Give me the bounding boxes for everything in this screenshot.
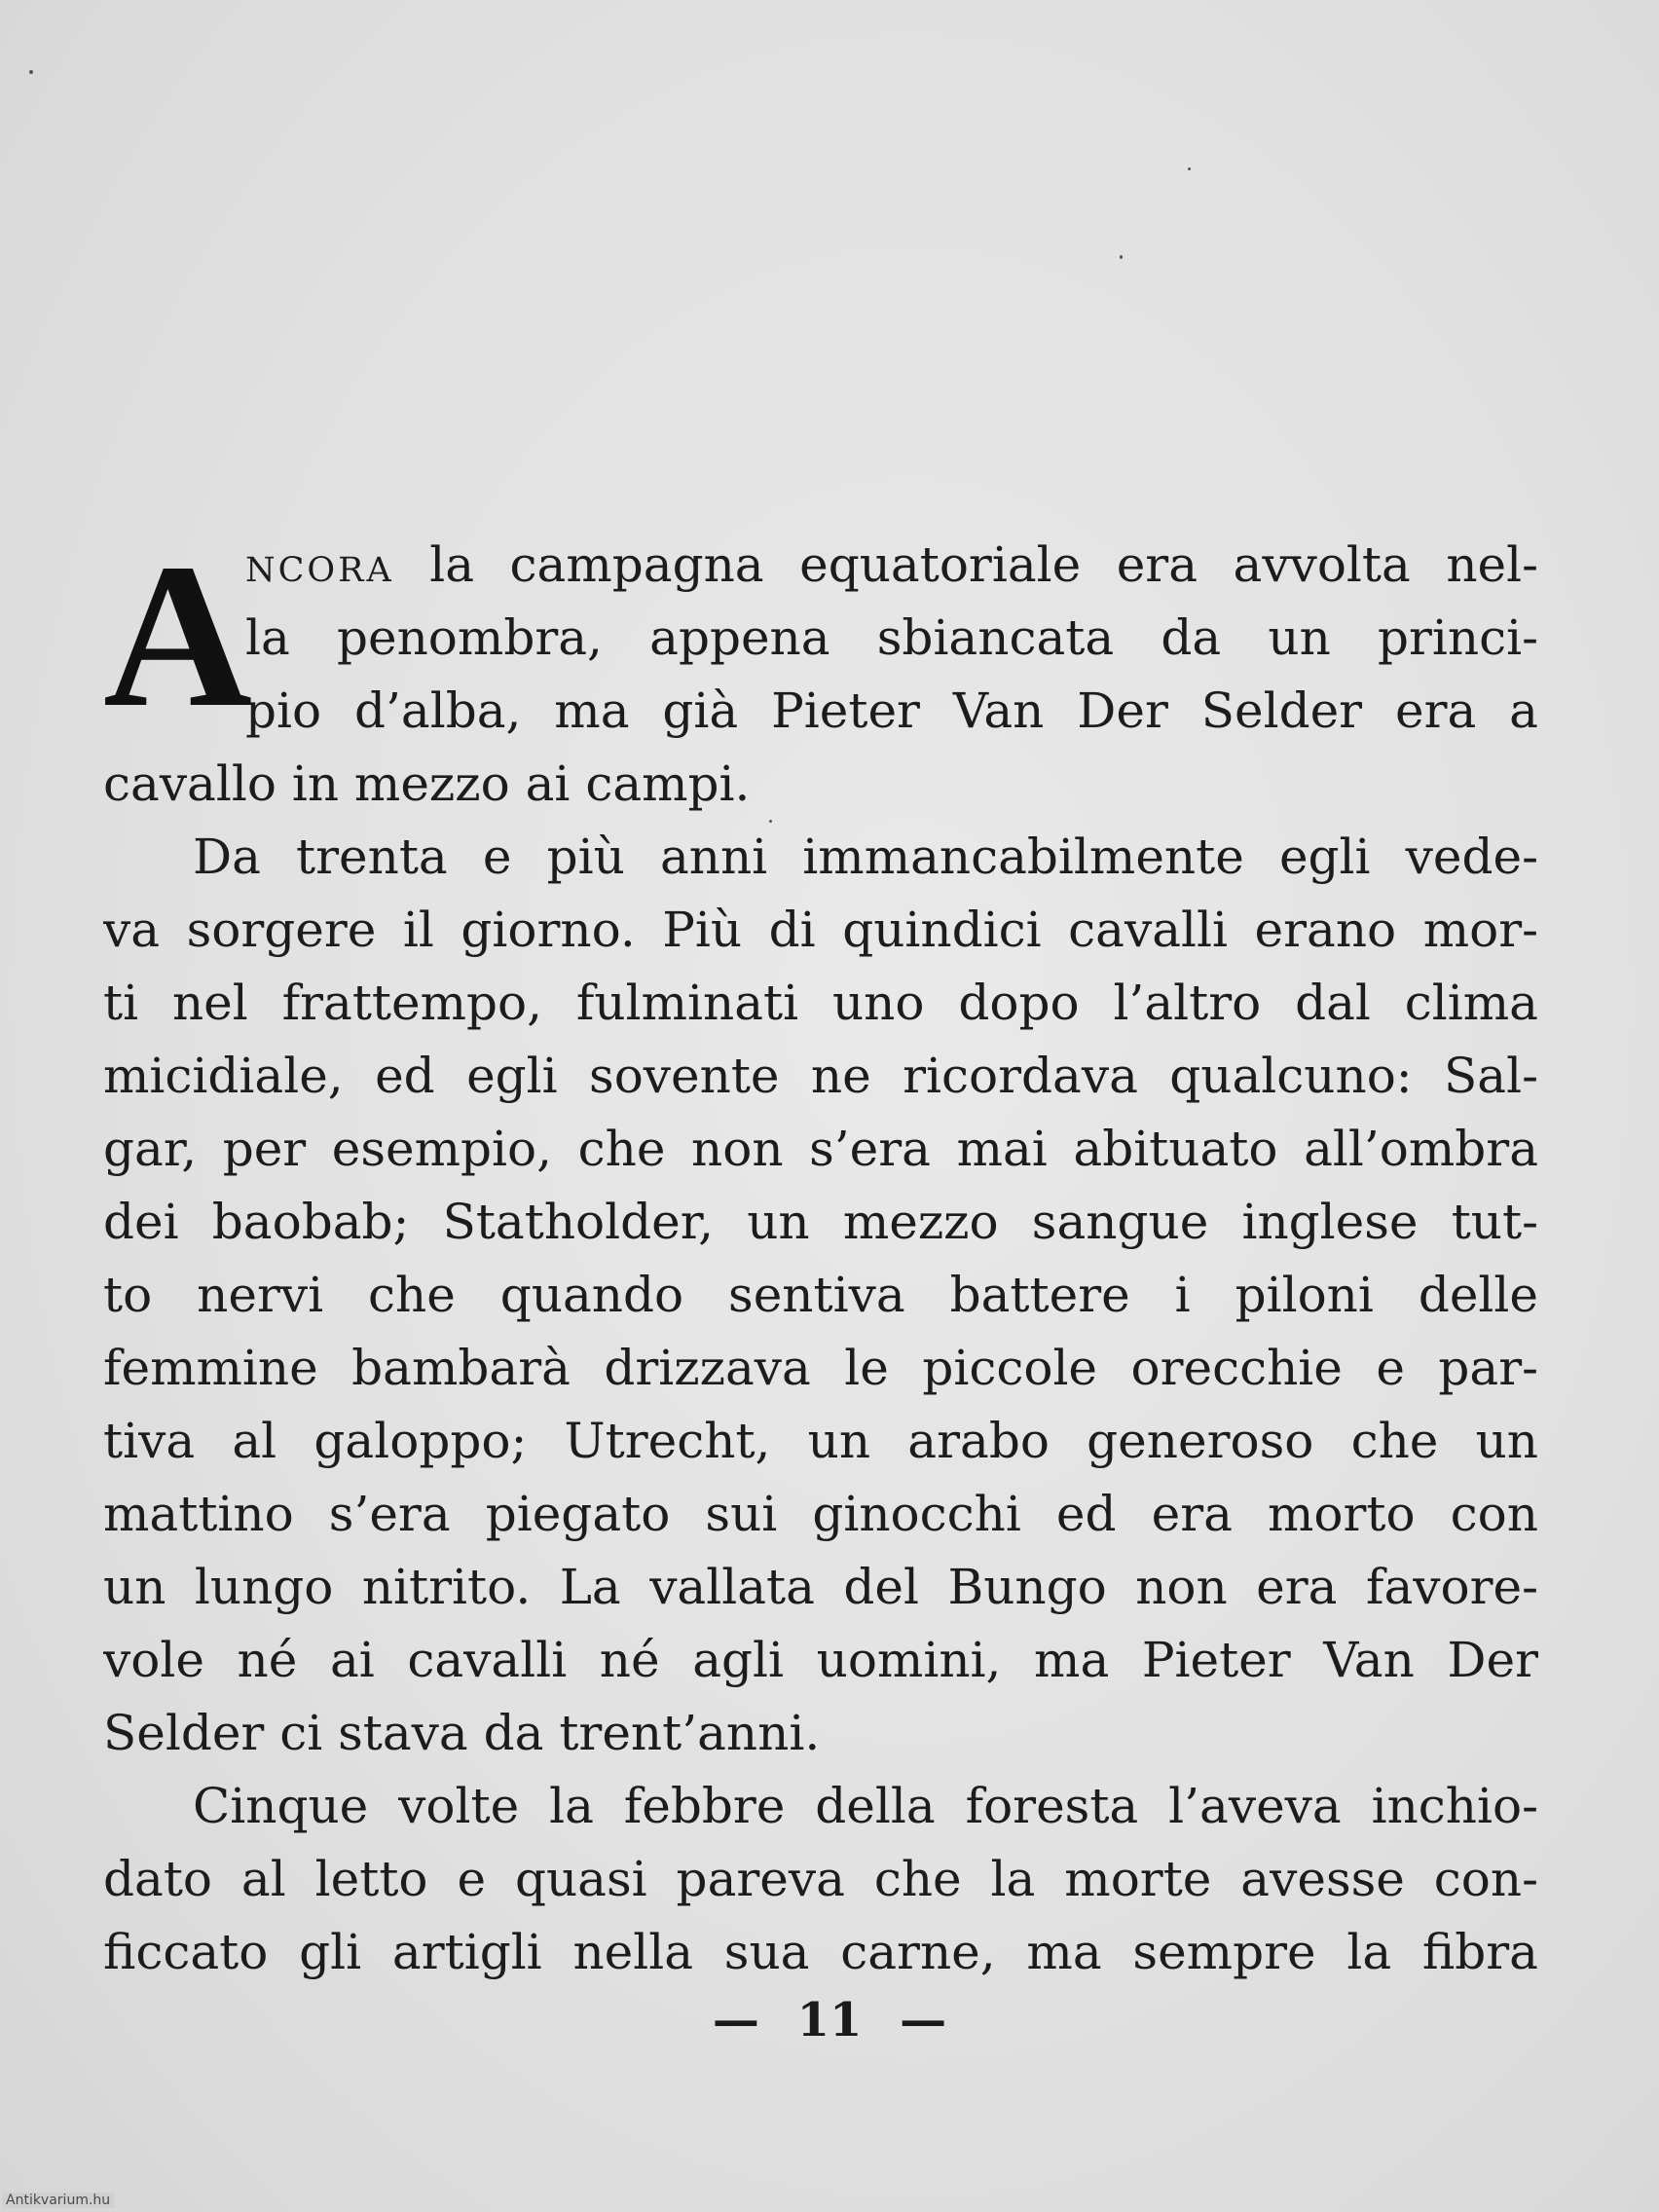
- text-line: Cinque volte la febbre della foresta l’aveva inchio-: [193, 1778, 1538, 1834]
- paper-speck: [769, 820, 772, 823]
- text-line: vole né ai cavalli né agli uomini, ma Pieter Van Der: [103, 1632, 1538, 1688]
- text-line: va sorgere il giorno. Più di quindici cavalli erano mor-: [103, 902, 1538, 958]
- text-line: ti nel frattempo, fulminati uno dopo l’altro dal clima: [103, 975, 1538, 1031]
- text-line: dato al letto e quasi pareva che la morte avesse con-: [103, 1851, 1538, 1907]
- text-line: ficcato gli artigli nella sua carne, ma sempre la fibra: [103, 1924, 1538, 1980]
- text-line: gar, per esempio, che non s’era mai abituato all’ombra: [103, 1121, 1538, 1177]
- drop-cap: A: [103, 521, 253, 750]
- text-line: to nervi che quando sentiva battere i piloni delle: [103, 1267, 1538, 1323]
- text-line: la penombra, appena sbiancata da un princi-: [245, 609, 1538, 666]
- text-line: un lungo nitrito. La vallata del Bungo non era favore-: [103, 1559, 1538, 1615]
- text-line: cavallo in mezzo ai campi.: [103, 756, 751, 812]
- text-line: Selder ci stava da trent’anni.: [103, 1705, 821, 1761]
- text-line: Da trenta e più anni immancabilmente egli vede-: [193, 829, 1538, 885]
- paper-speck: [1188, 167, 1191, 170]
- page-number: — 11 —: [712, 1993, 947, 2047]
- text-line: micidiale, ed egli sovente ne ricordava qualcuno: Sal-: [103, 1048, 1538, 1104]
- text-line: tiva al galoppo; Utrecht, un arabo generoso che un: [103, 1413, 1538, 1469]
- text-line: mattino s’era piegato sui ginocchi ed era morto con: [103, 1486, 1538, 1542]
- text-line: pio d’alba, ma già Pieter Van Der Selder era a: [245, 682, 1538, 739]
- paper-speck: [29, 70, 33, 74]
- text-line: femmine bambarà drizzava le piccole orecchie e par-: [103, 1340, 1538, 1396]
- body-text: [103, 521, 1538, 1989]
- text-line: ncora la campagna equatoriale era avvolta nel-: [245, 536, 1538, 593]
- paper-speck: [1120, 255, 1123, 259]
- opening-small-caps: ncora: [245, 536, 394, 593]
- watermark: Antikvarium.hu: [2, 2193, 114, 2208]
- text-line: dei baobab; Statholder, un mezzo sangue inglese tut-: [103, 1194, 1538, 1250]
